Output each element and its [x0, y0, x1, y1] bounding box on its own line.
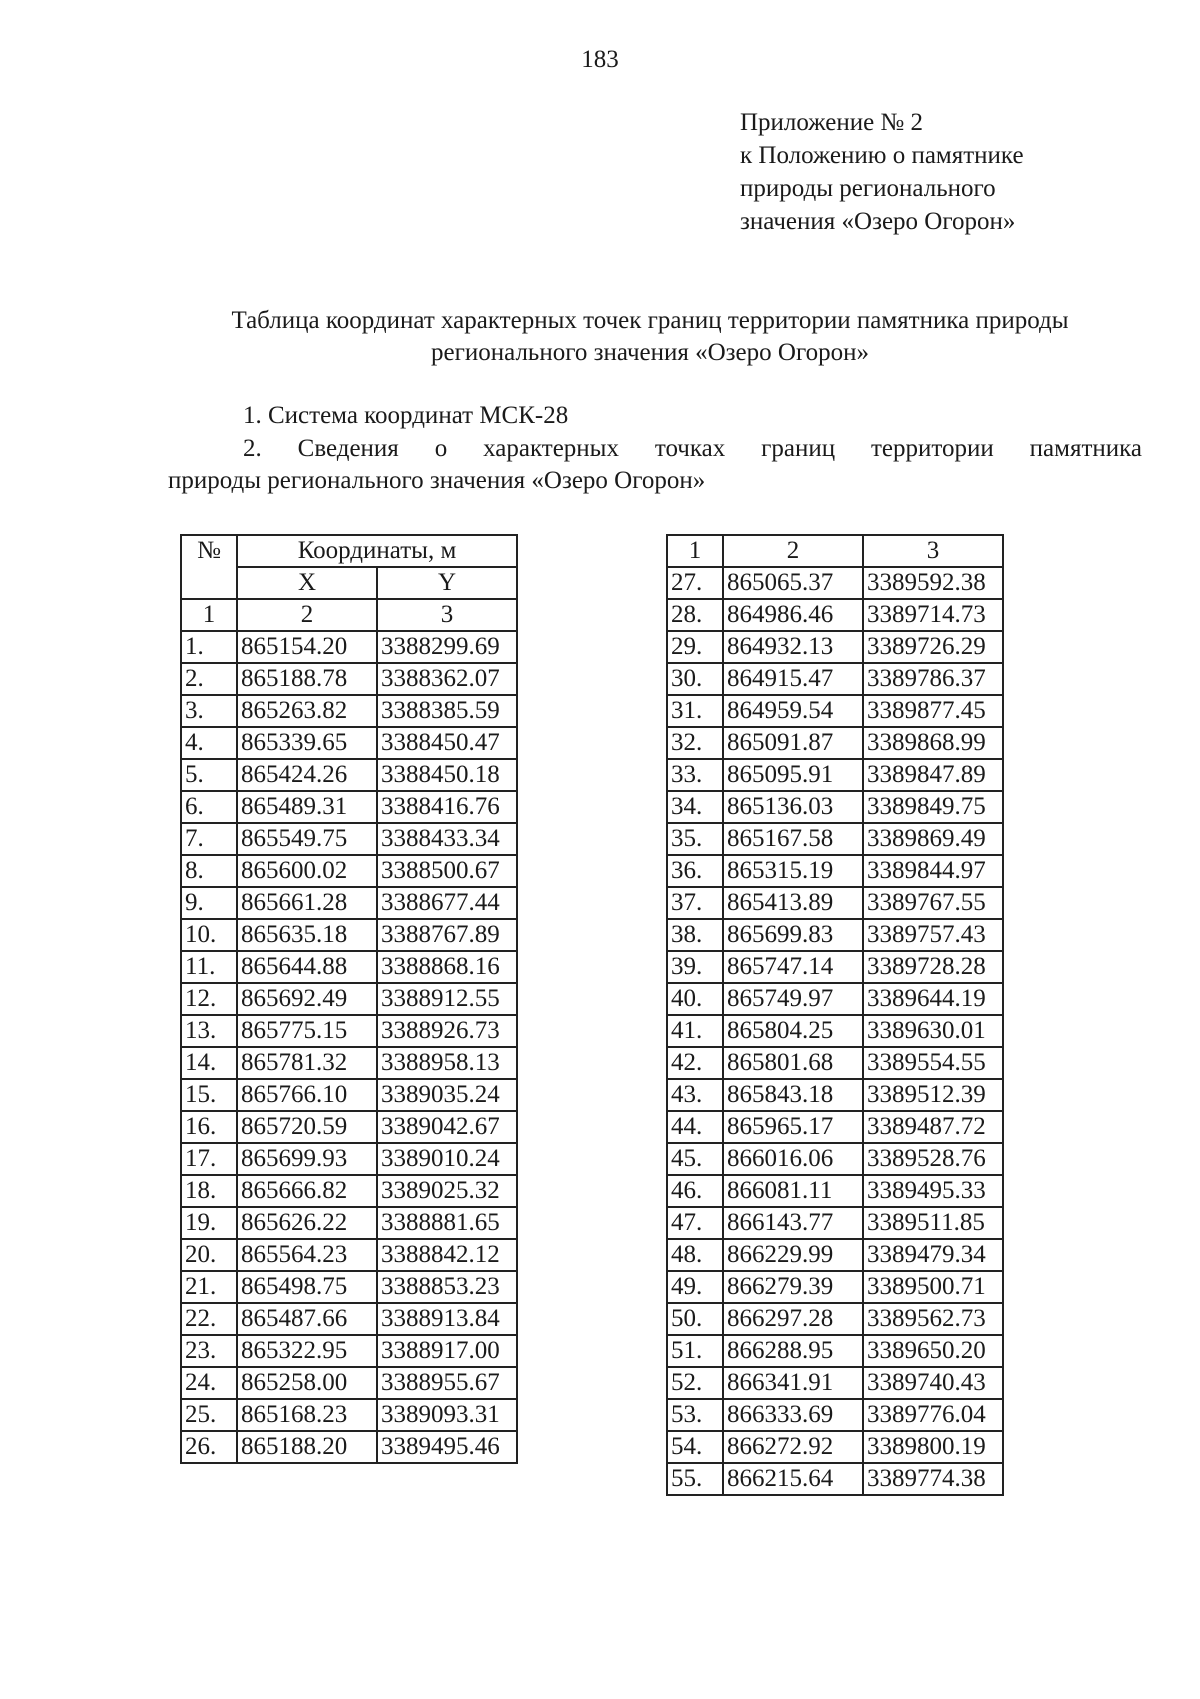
table-row — [181, 1111, 517, 1143]
point-number-cell: 46. — [667, 1175, 723, 1207]
point-number-cell: 38. — [667, 919, 723, 951]
point-number-cell: 39. — [667, 951, 723, 983]
y-coordinate-cell: 3389740.43 — [863, 1367, 1003, 1399]
point-number-cell: 5. — [181, 759, 237, 791]
x-coordinate-cell: 864915.47 — [723, 663, 863, 695]
y-coordinate-cell: 3388450.18 — [377, 759, 517, 791]
x-coordinate-cell: 865188.78 — [237, 663, 377, 695]
y-coordinate-cell: 3388767.89 — [377, 919, 517, 951]
point-number-cell: 29. — [667, 631, 723, 663]
title-line-2: регионального значения «Озеро Огорон» — [431, 339, 869, 366]
y-coordinate-cell: 3388385.59 — [377, 695, 517, 727]
x-coordinate-cell: 865720.59 — [237, 1111, 377, 1143]
table-row — [667, 1175, 1003, 1207]
y-coordinate-cell: 3389511.85 — [863, 1207, 1003, 1239]
y-coordinate-cell: 3389562.73 — [863, 1303, 1003, 1335]
point-number-cell: 31. — [667, 695, 723, 727]
x-coordinate-cell: 865766.10 — [237, 1079, 377, 1111]
x-coordinate-cell: 866229.99 — [723, 1239, 863, 1271]
y-coordinate-cell: 3388500.67 — [377, 855, 517, 887]
y-coordinate-cell: 3388912.55 — [377, 983, 517, 1015]
table-row — [667, 1079, 1003, 1111]
y-coordinate-cell: 3389500.71 — [863, 1271, 1003, 1303]
point-number-cell: 11. — [181, 951, 237, 983]
point-number-cell: 14. — [181, 1047, 237, 1079]
table-row — [667, 695, 1003, 727]
point-number-cell: 10. — [181, 919, 237, 951]
x-coordinate-cell: 866341.91 — [723, 1367, 863, 1399]
paragraph-boundary-line-1: 2. Сведения о характерных точках границ территории памятника — [243, 435, 1142, 462]
table-row — [181, 1175, 517, 1207]
x-coordinate-cell: 865600.02 — [237, 855, 377, 887]
colnum-cell: 1 — [667, 535, 723, 567]
colnum-cell: 3 — [863, 535, 1003, 567]
y-coordinate-cell: 3388677.44 — [377, 887, 517, 919]
table-row — [667, 1463, 1003, 1495]
y-coordinate-cell: 3389512.39 — [863, 1079, 1003, 1111]
table-row — [181, 887, 517, 919]
y-coordinate-cell: 3389800.19 — [863, 1431, 1003, 1463]
x-coordinate-cell: 865339.65 — [237, 727, 377, 759]
table-row — [181, 1367, 517, 1399]
table-row — [667, 1271, 1003, 1303]
point-number-cell: 19. — [181, 1207, 237, 1239]
y-coordinate-cell: 3389869.49 — [863, 823, 1003, 855]
colnum-cell: 1 — [181, 599, 237, 631]
x-coordinate-cell: 865263.82 — [237, 695, 377, 727]
table-row — [667, 887, 1003, 919]
appendix-line-2: к Положению о памятнике — [740, 142, 1024, 169]
x-coordinate-cell: 865804.25 — [723, 1015, 863, 1047]
point-number-cell: 25. — [181, 1399, 237, 1431]
y-coordinate-cell: 3389025.32 — [377, 1175, 517, 1207]
table-row — [181, 1431, 517, 1463]
header-x: X — [237, 567, 377, 599]
x-coordinate-cell: 865413.89 — [723, 887, 863, 919]
y-coordinate-cell: 3389495.33 — [863, 1175, 1003, 1207]
colnum-cell: 2 — [237, 599, 377, 631]
table-row — [667, 983, 1003, 1015]
table-row — [667, 1239, 1003, 1271]
y-coordinate-cell: 3389035.24 — [377, 1079, 517, 1111]
point-number-cell: 23. — [181, 1335, 237, 1367]
page-number: 183 — [581, 46, 619, 73]
y-coordinate-cell: 3388853.23 — [377, 1271, 517, 1303]
coordinates-table-right — [666, 534, 1004, 1496]
x-coordinate-cell: 866288.95 — [723, 1335, 863, 1367]
table-row — [667, 727, 1003, 759]
point-number-cell: 22. — [181, 1303, 237, 1335]
table-row — [181, 1271, 517, 1303]
x-coordinate-cell: 865322.95 — [237, 1335, 377, 1367]
paragraph-boundary-info — [168, 433, 1142, 497]
point-number-cell: 52. — [667, 1367, 723, 1399]
table-row — [181, 663, 517, 695]
x-coordinate-cell: 865065.37 — [723, 567, 863, 599]
y-coordinate-cell: 3389650.20 — [863, 1335, 1003, 1367]
x-coordinate-cell: 865564.23 — [237, 1239, 377, 1271]
table-row — [181, 1143, 517, 1175]
x-coordinate-cell: 864932.13 — [723, 631, 863, 663]
y-coordinate-cell: 3388416.76 — [377, 791, 517, 823]
point-number-cell: 43. — [667, 1079, 723, 1111]
table-row — [667, 663, 1003, 695]
y-coordinate-cell: 3389877.45 — [863, 695, 1003, 727]
paragraph-boundary-line-2: природы регионального значения «Озеро Огорон» — [168, 467, 706, 494]
point-number-cell: 36. — [667, 855, 723, 887]
x-coordinate-cell: 865136.03 — [723, 791, 863, 823]
x-coordinate-cell: 864959.54 — [723, 695, 863, 727]
y-coordinate-cell: 3389630.01 — [863, 1015, 1003, 1047]
x-coordinate-cell: 865626.22 — [237, 1207, 377, 1239]
y-coordinate-cell: 3389844.97 — [863, 855, 1003, 887]
point-number-cell: 37. — [667, 887, 723, 919]
y-coordinate-cell: 3389592.38 — [863, 567, 1003, 599]
table-row — [181, 695, 517, 727]
table-row — [181, 759, 517, 791]
point-number-cell: 9. — [181, 887, 237, 919]
y-coordinate-cell: 3388881.65 — [377, 1207, 517, 1239]
appendix-line-3: природы регионального — [740, 175, 996, 202]
point-number-cell: 26. — [181, 1431, 237, 1463]
x-coordinate-cell: 865154.20 — [237, 631, 377, 663]
appendix-line-4: значения «Озеро Огорон» — [740, 208, 1016, 235]
y-coordinate-cell: 3389714.73 — [863, 599, 1003, 631]
table-row — [181, 1399, 517, 1431]
header-coordinates: Координаты, м — [237, 535, 517, 567]
y-coordinate-cell: 3389776.04 — [863, 1399, 1003, 1431]
x-coordinate-cell: 865167.58 — [723, 823, 863, 855]
point-number-cell: 33. — [667, 759, 723, 791]
table-colnum-row — [667, 535, 1003, 567]
table-row — [667, 823, 1003, 855]
y-coordinate-cell: 3389487.72 — [863, 1111, 1003, 1143]
y-coordinate-cell: 3388433.34 — [377, 823, 517, 855]
y-coordinate-cell: 3389495.46 — [377, 1431, 517, 1463]
table-colnum-row — [181, 599, 517, 631]
x-coordinate-cell: 865095.91 — [723, 759, 863, 791]
x-coordinate-cell: 865843.18 — [723, 1079, 863, 1111]
point-number-cell: 1. — [181, 631, 237, 663]
x-coordinate-cell: 866297.28 — [723, 1303, 863, 1335]
x-coordinate-cell: 864986.46 — [723, 599, 863, 631]
point-number-cell: 18. — [181, 1175, 237, 1207]
table-row — [667, 1303, 1003, 1335]
point-number-cell: 21. — [181, 1271, 237, 1303]
point-number-cell: 17. — [181, 1143, 237, 1175]
point-number-cell: 28. — [667, 599, 723, 631]
x-coordinate-cell: 865749.97 — [723, 983, 863, 1015]
point-number-cell: 32. — [667, 727, 723, 759]
x-coordinate-cell: 865635.18 — [237, 919, 377, 951]
title-line-1: Таблица координат характерных точек границ территории памятника природы — [231, 307, 1069, 334]
x-coordinate-cell: 865699.83 — [723, 919, 863, 951]
table-row — [181, 823, 517, 855]
table-row — [667, 1207, 1003, 1239]
x-coordinate-cell: 865489.31 — [237, 791, 377, 823]
point-number-cell: 13. — [181, 1015, 237, 1047]
point-number-cell: 48. — [667, 1239, 723, 1271]
point-number-cell: 47. — [667, 1207, 723, 1239]
point-number-cell: 24. — [181, 1367, 237, 1399]
table-row — [667, 567, 1003, 599]
x-coordinate-cell: 865661.28 — [237, 887, 377, 919]
table-row — [181, 631, 517, 663]
y-coordinate-cell: 3388362.07 — [377, 663, 517, 695]
table-header-row — [181, 535, 517, 567]
point-number-cell: 50. — [667, 1303, 723, 1335]
x-coordinate-cell: 865188.20 — [237, 1431, 377, 1463]
x-coordinate-cell: 865168.23 — [237, 1399, 377, 1431]
point-number-cell: 2. — [181, 663, 237, 695]
table-row — [667, 1143, 1003, 1175]
x-coordinate-cell: 865692.49 — [237, 983, 377, 1015]
point-number-cell: 6. — [181, 791, 237, 823]
table-row — [181, 1079, 517, 1111]
point-number-cell: 49. — [667, 1271, 723, 1303]
point-number-cell: 51. — [667, 1335, 723, 1367]
table-row — [181, 1335, 517, 1367]
x-coordinate-cell: 866081.11 — [723, 1175, 863, 1207]
y-coordinate-cell: 3389726.29 — [863, 631, 1003, 663]
x-coordinate-cell: 865091.87 — [723, 727, 863, 759]
point-number-cell: 54. — [667, 1431, 723, 1463]
table-row — [667, 855, 1003, 887]
y-coordinate-cell: 3388955.67 — [377, 1367, 517, 1399]
point-number-cell: 55. — [667, 1463, 723, 1495]
table-row — [181, 855, 517, 887]
y-coordinate-cell: 3389786.37 — [863, 663, 1003, 695]
x-coordinate-cell: 865666.82 — [237, 1175, 377, 1207]
point-number-cell: 15. — [181, 1079, 237, 1111]
table-row — [667, 599, 1003, 631]
header-y: Y — [377, 567, 517, 599]
x-coordinate-cell: 865965.17 — [723, 1111, 863, 1143]
x-coordinate-cell: 865747.14 — [723, 951, 863, 983]
table-row — [667, 919, 1003, 951]
table-row — [181, 1015, 517, 1047]
table-row — [667, 759, 1003, 791]
y-coordinate-cell: 3388868.16 — [377, 951, 517, 983]
x-coordinate-cell: 866279.39 — [723, 1271, 863, 1303]
point-number-cell: 40. — [667, 983, 723, 1015]
table-row — [181, 1239, 517, 1271]
x-coordinate-cell: 865549.75 — [237, 823, 377, 855]
table-row — [667, 1431, 1003, 1463]
y-coordinate-cell: 3389774.38 — [863, 1463, 1003, 1495]
x-coordinate-cell: 866143.77 — [723, 1207, 863, 1239]
x-coordinate-cell: 865258.00 — [237, 1367, 377, 1399]
coordinates-table-left — [180, 534, 518, 1464]
point-number-cell: 42. — [667, 1047, 723, 1079]
x-coordinate-cell: 865424.26 — [237, 759, 377, 791]
table-row — [667, 1367, 1003, 1399]
point-number-cell: 35. — [667, 823, 723, 855]
x-coordinate-cell: 865781.32 — [237, 1047, 377, 1079]
y-coordinate-cell: 3389849.75 — [863, 791, 1003, 823]
y-coordinate-cell: 3389767.55 — [863, 887, 1003, 919]
y-coordinate-cell: 3389847.89 — [863, 759, 1003, 791]
y-coordinate-cell: 3388450.47 — [377, 727, 517, 759]
document-title — [120, 305, 1180, 369]
y-coordinate-cell: 3388958.13 — [377, 1047, 517, 1079]
header-number: № — [181, 535, 237, 599]
point-number-cell: 7. — [181, 823, 237, 855]
table-row — [667, 631, 1003, 663]
table-row — [667, 1047, 1003, 1079]
y-coordinate-cell: 3389644.19 — [863, 983, 1003, 1015]
y-coordinate-cell: 3388913.84 — [377, 1303, 517, 1335]
point-number-cell: 12. — [181, 983, 237, 1015]
table-row — [181, 791, 517, 823]
appendix-note — [740, 106, 1024, 238]
x-coordinate-cell: 865487.66 — [237, 1303, 377, 1335]
x-coordinate-cell: 866215.64 — [723, 1463, 863, 1495]
x-coordinate-cell: 865801.68 — [723, 1047, 863, 1079]
point-number-cell: 8. — [181, 855, 237, 887]
point-number-cell: 53. — [667, 1399, 723, 1431]
y-coordinate-cell: 3389479.34 — [863, 1239, 1003, 1271]
y-coordinate-cell: 3388299.69 — [377, 631, 517, 663]
paragraph-coordinate-system: 1. Система координат МСК-28 — [243, 402, 569, 429]
point-number-cell: 4. — [181, 727, 237, 759]
table-row — [667, 1335, 1003, 1367]
point-number-cell: 45. — [667, 1143, 723, 1175]
table-row — [181, 951, 517, 983]
x-coordinate-cell: 866333.69 — [723, 1399, 863, 1431]
table-row — [181, 1303, 517, 1335]
table-row — [667, 951, 1003, 983]
appendix-line-1: Приложение № 2 — [740, 109, 924, 136]
y-coordinate-cell: 3389093.31 — [377, 1399, 517, 1431]
y-coordinate-cell: 3389042.67 — [377, 1111, 517, 1143]
y-coordinate-cell: 3389010.24 — [377, 1143, 517, 1175]
point-number-cell: 27. — [667, 567, 723, 599]
y-coordinate-cell: 3389757.43 — [863, 919, 1003, 951]
point-number-cell: 41. — [667, 1015, 723, 1047]
point-number-cell: 20. — [181, 1239, 237, 1271]
table-row — [181, 983, 517, 1015]
x-coordinate-cell: 865644.88 — [237, 951, 377, 983]
table-row — [181, 1207, 517, 1239]
y-coordinate-cell: 3388842.12 — [377, 1239, 517, 1271]
x-coordinate-cell: 865775.15 — [237, 1015, 377, 1047]
x-coordinate-cell: 865498.75 — [237, 1271, 377, 1303]
x-coordinate-cell: 865315.19 — [723, 855, 863, 887]
y-coordinate-cell: 3388917.00 — [377, 1335, 517, 1367]
point-number-cell: 3. — [181, 695, 237, 727]
x-coordinate-cell: 865699.93 — [237, 1143, 377, 1175]
x-coordinate-cell: 866016.06 — [723, 1143, 863, 1175]
table-row — [667, 1111, 1003, 1143]
table-row — [667, 1015, 1003, 1047]
table-row — [667, 1399, 1003, 1431]
y-coordinate-cell: 3389868.99 — [863, 727, 1003, 759]
point-number-cell: 16. — [181, 1111, 237, 1143]
y-coordinate-cell: 3389728.28 — [863, 951, 1003, 983]
colnum-cell: 2 — [723, 535, 863, 567]
table-row — [667, 791, 1003, 823]
point-number-cell: 30. — [667, 663, 723, 695]
y-coordinate-cell: 3389528.76 — [863, 1143, 1003, 1175]
y-coordinate-cell: 3388926.73 — [377, 1015, 517, 1047]
table-row — [181, 727, 517, 759]
point-number-cell: 34. — [667, 791, 723, 823]
table-row — [181, 1047, 517, 1079]
x-coordinate-cell: 866272.92 — [723, 1431, 863, 1463]
point-number-cell: 44. — [667, 1111, 723, 1143]
table-row — [181, 919, 517, 951]
colnum-cell: 3 — [377, 599, 517, 631]
y-coordinate-cell: 3389554.55 — [863, 1047, 1003, 1079]
